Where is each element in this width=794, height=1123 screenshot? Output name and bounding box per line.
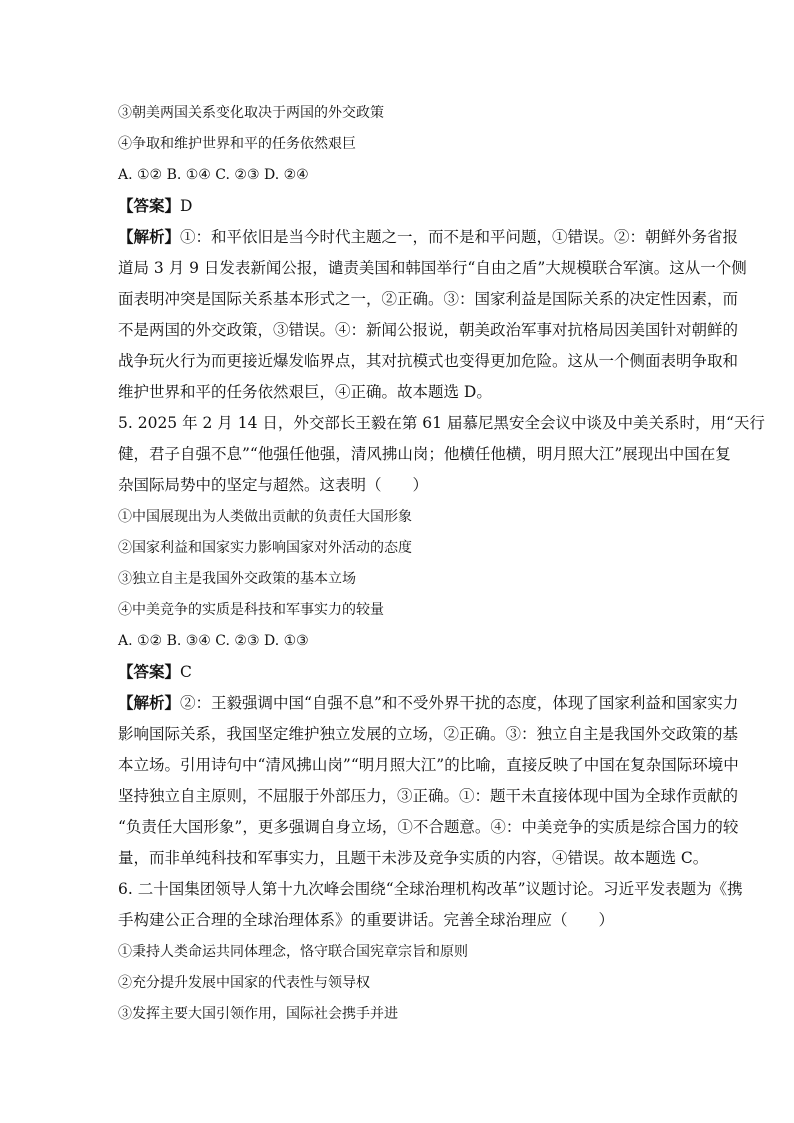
analysis-label: 【解析】 [118, 227, 181, 246]
q5-analysis-line: “负责任大国形象”，更多强调自身立场，①不合题意。④：中美竞争的实质是综合国力的较 [118, 818, 739, 836]
analysis-label: 【解析】 [118, 693, 181, 712]
analysis-text: ②：王毅强调中国“自强不息”和不受外界干扰的态度，体现了国家利益和国家实力 [180, 694, 739, 712]
q5-option-1: ①中国展现出为人类做出贡献的负责任大国形象 [118, 509, 412, 525]
q5-choices: A. ①② B. ③④ C. ②③ D. ①③ [118, 633, 309, 649]
analysis-text: ①：和平依旧是当今时代主题之一，而不是和平问题，①错误。②：朝鲜外务省报 [180, 228, 739, 246]
q4-analysis-line: 维护世界和平的任务依然艰巨，④正确。故本题选 D。 [118, 383, 492, 401]
q6-option-2: ②充分提升发展中国家的代表性与领导权 [118, 975, 370, 991]
q5-stem-line: 杂国际局势中的坚定与超然。这表明（ ） [118, 476, 429, 494]
q5-analysis-line: 量，而非单纯科技和军事实力，且题干未涉及竞争实质的内容，④错误。故本题选 C。 [118, 849, 709, 867]
q5-analysis-line [118, 693, 738, 713]
q4-answer [118, 196, 192, 216]
q5-analysis-line: 影响国际关系，我国坚定维护独立发展的立场，②正确。③：独立自主是我国外交政策的基 [118, 725, 739, 743]
q4-analysis-line [118, 227, 738, 247]
q5-stem-line: 5. 2025 年 2 月 14 日，外交部长王毅在第 61 届慕尼黑安全会议中谈及中美关系时，用“天行 [118, 414, 765, 432]
answer-label: 【答案】 [118, 196, 181, 215]
q4-option-4: ④争取和维护世界和平的任务依然艰巨 [118, 136, 356, 152]
q5-option-2: ②国家利益和国家实力影响国家对外活动的态度 [118, 540, 412, 556]
q4-choices: A. ①② B. ①④ C. ②③ D. ②④ [118, 167, 309, 183]
q6-option-1: ①秉持人类命运共同体理念，恪守联合国宪章宗旨和原则 [118, 944, 468, 960]
q4-analysis-line: 战争玩火行为而更接近爆发临界点，其对抗模式也变得更加危险。这从一个侧面表明争取和 [118, 352, 739, 370]
answer-value: C [180, 663, 192, 681]
q6-option-3: ③发挥主要大国引领作用，国际社会携手并进 [118, 1006, 398, 1022]
q6-stem-line: 6. 二十国集团领导人第十九次峰会围绕“全球治理机构改革”议题讨论。习近平发表题为《携 [118, 880, 743, 898]
q4-option-3: ③朝美两国关系变化取决于两国的外交政策 [118, 105, 384, 121]
q5-option-3: ③独立自主是我国外交政策的基本立场 [118, 571, 356, 587]
q4-analysis-line: 面表明冲突是国际关系基本形式之一，②正确。③：国家利益是国际关系的决定性因素，而 [118, 290, 739, 308]
q5-option-4: ④中美竞争的实质是科技和军事实力的较量 [118, 602, 384, 618]
q5-analysis-line: 本立场。引用诗句中“清风拂山岗”“明月照大江”的比喻，直接反映了中国在复杂国际环境中 [118, 756, 739, 774]
answer-value: D [180, 197, 193, 215]
q5-answer [118, 662, 192, 682]
q4-analysis-line: 不是两国的外交政策，③错误。④：新闻公报说，朝美政治军事对抗格局因美国针对朝鲜的 [118, 321, 739, 339]
q6-stem-line: 手构建公正合理的全球治理体系》的重要讲话。完善全球治理应（ ） [118, 911, 615, 929]
q5-stem-line: 健，君子自强不息”“他强任他强，清风拂山岗；他横任他横，明月照大江”展现出中国在复 [118, 445, 731, 463]
answer-label: 【答案】 [118, 662, 181, 681]
q5-analysis-line: 坚持独立自主原则，不屈服于外部压力，③正确。①：题干未直接体现中国为全球作贡献的 [118, 787, 739, 805]
q4-analysis-line: 道局 3 月 9 日发表新闻公报，谴责美国和韩国举行“自由之盾”大规模联合军演。这从一个侧 [118, 259, 747, 277]
